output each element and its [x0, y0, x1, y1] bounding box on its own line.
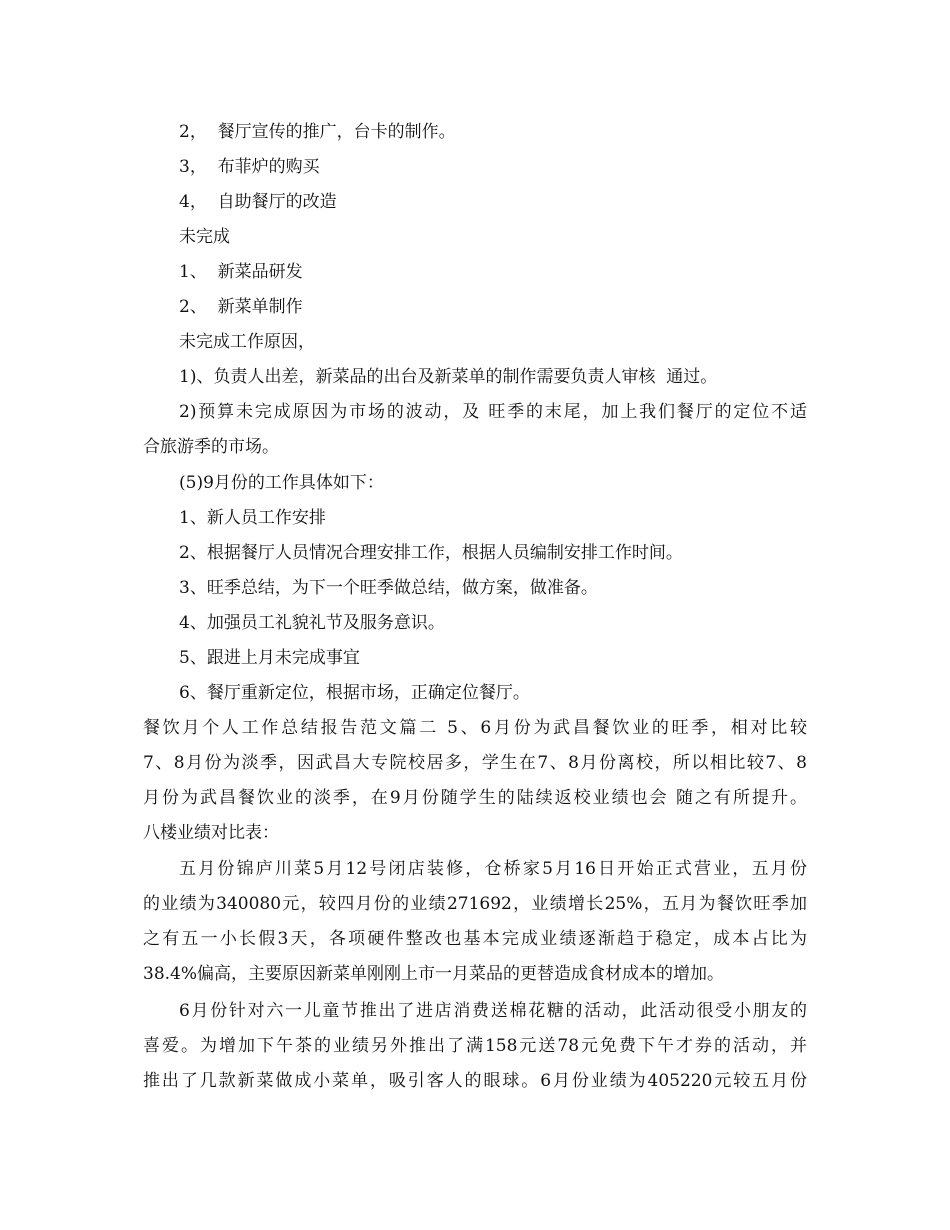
- part-two-line-3: 月份为武昌餐饮业的淡季，在9月份随学生的陆续返校业绩也会 随之有所提升。: [143, 788, 807, 808]
- reason-2-line-1: 2)预算未完成原因为市场的波动，及 旺季的末尾，加上我们餐厅的定位不适: [179, 402, 807, 422]
- part-two-line-1: 餐饮月个人工作总结报告范文篇二 5、6月份为武昌餐饮业的旺季，相对比较: [143, 718, 807, 738]
- june-line-3: 推出了几款新菜做成小菜单，吸引客人的眼球。6月份业绩为405220元较五月份: [143, 1071, 807, 1091]
- reason-2-line-2: 合旅游季的市场。: [143, 437, 279, 457]
- completed-item-3: 3， 布菲炉的购买: [179, 157, 320, 177]
- september-item-1: 1、新人员工作安排: [179, 508, 326, 528]
- part-two-line-4: 八楼业绩对比表：: [143, 823, 279, 843]
- part-two-line-2: 7、8月份为淡季，因武昌大专院校居多，学生在7、8月份离校，所以相比较7、8: [143, 753, 807, 773]
- may-line-1: 五月份锦庐川菜5月12号闭店装修，仓桥家5月16日开始正式营业，五月份: [179, 859, 807, 879]
- may-line-3: 之有五一小长假3天，各项硬件整改也基本完成业绩逐渐趋于稳定，成本占比为: [143, 929, 807, 949]
- september-item-6: 6、餐厅重新定位，根据市场，正确定位餐厅。: [179, 683, 530, 703]
- completed-item-4: 4， 自助餐厅的改造: [179, 192, 337, 212]
- september-item-2: 2、根据餐厅人员情况合理安排工作，根据人员编制安排工作时间。: [179, 543, 683, 563]
- reason-1: 1)、负责人出差，新菜品的出台及新菜单的制作需要负责人审核 通过。: [179, 367, 718, 387]
- june-line-2: 喜爱。为增加下午茶的业绩另外推出了满158元送78元免费下午才券的活动，并: [143, 1036, 807, 1056]
- completed-item-2: 2， 餐厅宣传的推广，台卡的制作。: [179, 122, 456, 142]
- may-line-2: 的业绩为340080元，较四月份的业绩271692，业绩增长25%，五月为餐饮旺季加: [143, 894, 807, 914]
- september-item-5: 5、跟进上月未完成事宜: [179, 648, 360, 668]
- unfinished-item-1: 1、 新菜品研发: [179, 262, 303, 282]
- unfinished-heading: 未完成: [179, 227, 230, 247]
- june-line-1: 6月份针对六一儿童节推出了进店消费送棉花糖的活动，此活动很受小朋友的: [179, 1001, 807, 1021]
- september-heading: (5)9月份的工作具体如下：: [179, 473, 384, 493]
- may-line-4: 38.4%偏高，主要原因新菜单刚刚上市一月菜品的更替造成食材成本的增加。: [143, 964, 725, 984]
- september-item-3: 3、旺季总结，为下一个旺季做总结，做方案，做准备。: [179, 578, 598, 598]
- reasons-heading: 未完成工作原因，: [179, 332, 315, 352]
- unfinished-item-2: 2、 新菜单制作: [179, 297, 303, 317]
- september-item-4: 4、加强员工礼貌礼节及服务意识。: [179, 613, 445, 633]
